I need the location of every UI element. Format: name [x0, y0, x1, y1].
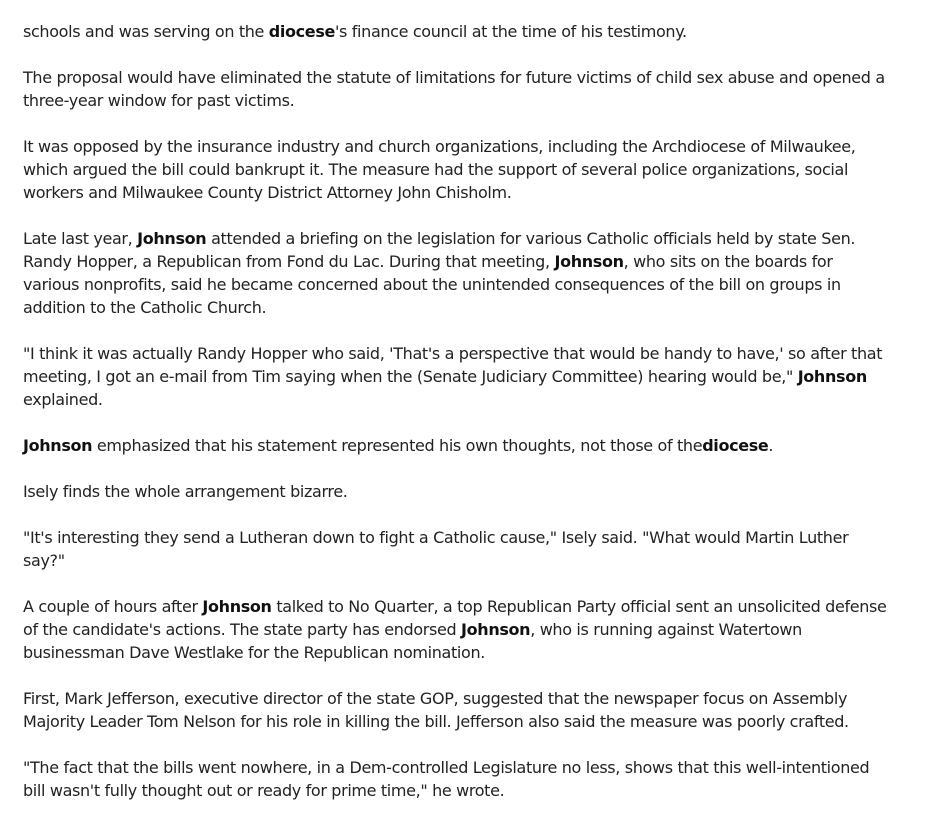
article-body: [23, 20, 893, 825]
article-paragraph: [23, 687, 893, 733]
article-paragraph: [23, 434, 893, 457]
article-paragraph: [23, 227, 893, 319]
article-paragraph: [23, 20, 893, 43]
paragraph-text: Late last year,: [23, 229, 138, 248]
article-paragraph: [23, 66, 893, 112]
highlighted-term: Johnson: [461, 620, 531, 639]
highlighted-term: Johnson: [137, 229, 207, 248]
paragraph-text: 's finance council at the time of his testimony.: [335, 22, 687, 41]
highlighted-term: diocese: [702, 436, 769, 455]
article-paragraph: [23, 526, 893, 572]
paragraph-text: schools and was serving on the: [23, 22, 269, 41]
paragraph-text: explained.: [23, 390, 103, 409]
paragraph-text: .: [768, 436, 774, 455]
article-paragraph: [23, 480, 893, 503]
highlighted-term: Johnson: [554, 252, 624, 271]
paragraph-text: , who is running against Watertown businessman Dave Westlake for the Republican nomination.: [23, 620, 802, 662]
paragraph-text: , who sits on the boards for various nonprofits, said he became concerned about the unintended consequences of the bill on groups in addition to the Catholic Church.: [23, 252, 841, 317]
highlighted-term: diocese: [268, 22, 335, 41]
paragraph-text: talked to No Quarter, a top Republican Party official sent an unsolicited defense of the candidate's actions. The state party has endorsed: [23, 597, 887, 639]
paragraph-text: "The fact that the bills went nowhere, in a Dem-controlled Legislature no less, shows that this well-intentioned bill wasn't fully thought out or ready for prime time," he wrote.: [23, 758, 870, 800]
article-paragraph: [23, 595, 893, 664]
paragraph-text: "It's interesting they send a Lutheran down to fight a Catholic cause," Isely said. "What would Martin Luther say?": [23, 528, 849, 570]
paragraph-text: Isely finds the whole arrangement bizarre.: [23, 482, 348, 501]
paragraph-text: "I think it was actually Randy Hopper who said, 'That's a perspective that would be handy to have,' so after that meeting, I got an e-mail from Tim saying when the (Senate Judiciary Committee) hearing would be,": [23, 344, 883, 386]
article-paragraph: [23, 756, 893, 802]
paragraph-text: attended a briefing on the legislation for various Catholic officials held by state Sen. Randy Hopper, a Republican from Fond du Lac. During that meeting,: [23, 229, 856, 271]
paragraph-text: emphasized that his statement represented his own thoughts, not those of the: [92, 436, 703, 455]
paragraph-text: First, Mark Jefferson, executive director of the state GOP, suggested that the newspaper focus on Assembly Majority Leader Tom Nelson for his role in killing the bill. Jefferson also said the measure was poorly crafted.: [23, 689, 849, 731]
highlighted-term: Johnson: [23, 436, 93, 455]
highlighted-term: Johnson: [797, 367, 867, 386]
paragraph-text: The proposal would have eliminated the statute of limitations for future victims of child sex abuse and opened a three-year window for past victims.: [23, 68, 885, 110]
highlighted-term: Johnson: [202, 597, 272, 616]
article-paragraph: [23, 342, 893, 411]
article-paragraph: [23, 135, 893, 204]
paragraph-text: A couple of hours after: [23, 597, 203, 616]
paragraph-text: It was opposed by the insurance industry and church organizations, including the Archdiocese of Milwaukee, which argued the bill could bankrupt it. The measure had the support of several police organizations, social workers and Milwaukee County District Attorney John Chisholm.: [23, 137, 856, 202]
